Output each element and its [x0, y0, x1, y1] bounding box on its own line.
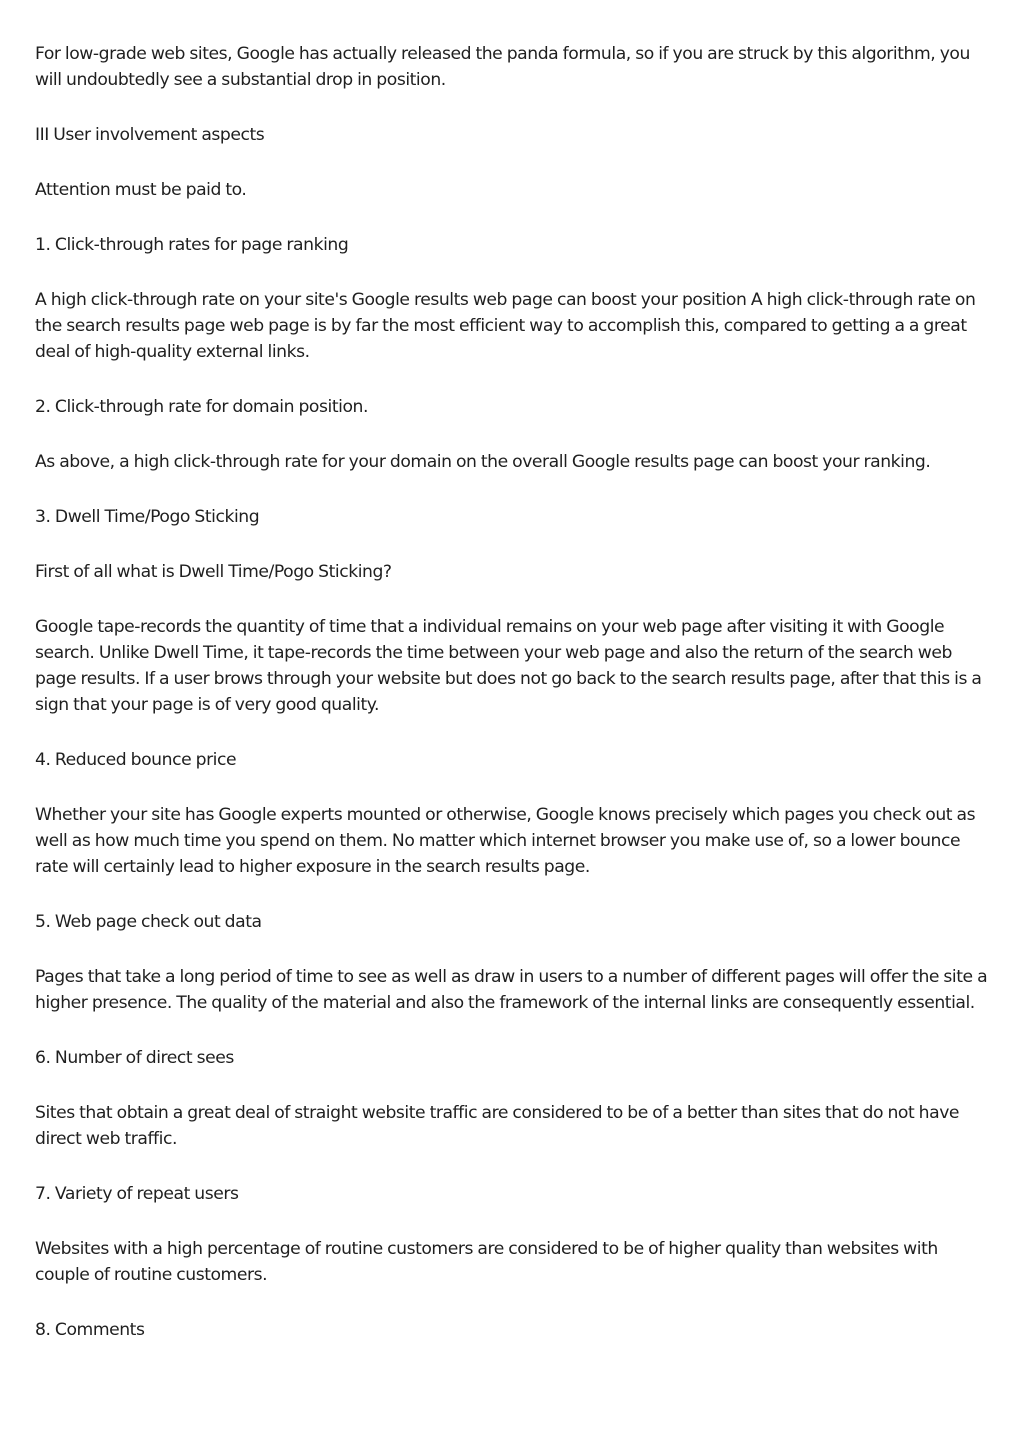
item-heading-5: 5. Web page check out data	[35, 912, 262, 932]
paragraph-item-7: Websites with a high percentage of routine customers are considered to be of higher quality than websites with couple of routine customers.	[35, 1239, 938, 1285]
item-heading-2: 2. Click-through rate for domain position.	[35, 397, 368, 417]
paragraph-panda-intro: For low-grade web sites, Google has actually released the panda formula, so if you are struck by this algorithm, you will undoubtedly see a substantial drop in position.	[35, 44, 970, 90]
item-heading-6: 6. Number of direct sees	[35, 1048, 234, 1068]
paragraph-item-1: A high click-through rate on your site's Google results web page can boost your position A high click-through rate on the search results page web page is by far the most efficient way to accomplish this, compared to getting a a great deal of high-quality external links.	[35, 290, 976, 362]
item-heading-7: 7. Variety of repeat users	[35, 1184, 239, 1204]
paragraph-item-2: As above, a high click-through rate for your domain on the overall Google results page can boost your ranking.	[35, 452, 931, 472]
paragraph-item-3: Google tape-records the quantity of time that a individual remains on your web page after visiting it with Google search. Unlike Dwell Time, it tape-records the time between your web page and also the return of the search web page results. If a user brows through your website but does not go back to the search results page, after that this is a sign that your page is of very good quality.	[35, 617, 982, 715]
item-heading-8: 8. Comments	[35, 1320, 145, 1340]
item-heading-4: 4. Reduced bounce price	[35, 750, 237, 770]
item-heading-1: 1. Click-through rates for page ranking	[35, 235, 349, 255]
paragraph-item-6: Sites that obtain a great deal of straight website traffic are considered to be of a better than sites that do not have direct web traffic.	[35, 1103, 960, 1149]
item-heading-3: 3. Dwell Time/Pogo Sticking	[35, 507, 260, 527]
paragraph-attention: Attention must be paid to.	[35, 180, 247, 200]
paragraph-item-5: Pages that take a long period of time to see as well as draw in users to a number of different pages will offer the site a higher presence. The quality of the material and also the framework of the internal links are consequently essential.	[35, 967, 988, 1013]
section-heading-user-involvement: III User involvement aspects	[35, 125, 265, 145]
paragraph-item-4: Whether your site has Google experts mounted or otherwise, Google knows precisely which pages you check out as well as how much time you spend on them. No matter which internet browser you make use of, so a lower bounce rate will certainly lead to higher exposure in the search results page.	[35, 805, 976, 877]
paragraph-dwell-question: First of all what is Dwell Time/Pogo Sticking?	[35, 562, 392, 582]
